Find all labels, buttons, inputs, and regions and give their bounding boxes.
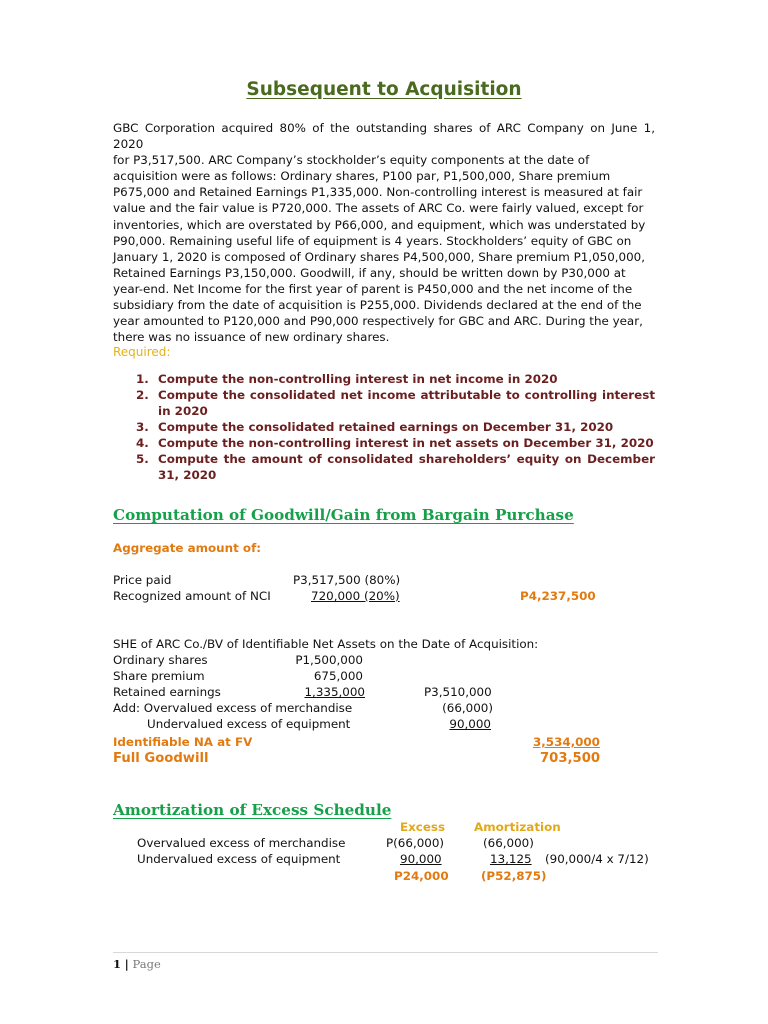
undervalued-equipment-label: Undervalued excess of equipment — [147, 717, 351, 731]
footer-divider — [113, 952, 658, 953]
aggregate-label: Aggregate amount of: — [113, 541, 262, 555]
page-label: Page — [132, 957, 161, 971]
nci-value: 720,000 (20%) — [311, 589, 400, 603]
required-item-text: Compute the non-controlling interest in net income in 2020 — [158, 372, 558, 386]
required-item-number: 4. — [136, 436, 149, 450]
required-item-number: 5. — [136, 452, 149, 466]
amort-row-merchandise-label: Overvalued excess of merchandise — [137, 836, 346, 850]
amort-row-equipment-amortization: 13,125 — [490, 852, 532, 866]
page-title: Subsequent to Acquisition — [246, 79, 522, 100]
amort-row-equipment-label: Undervalued excess of equipment — [137, 852, 341, 866]
price-paid-label: Price paid — [113, 573, 172, 587]
paragraph-line: acquisition were as follows: Ordinary shares, P100 par, P1,500,000, Share premium — [113, 169, 611, 184]
required-item — [136, 387, 655, 419]
goodwill-heading: Computation of Goodwill/Gain from Bargain Purchase — [113, 506, 574, 524]
full-goodwill-label: Full Goodwill — [113, 751, 209, 766]
required-item-number: 2. — [136, 388, 149, 402]
retained-earnings-label: Retained earnings — [113, 685, 221, 699]
aggregate-total: P4,237,500 — [520, 589, 596, 603]
paragraph-line: Retained Earnings P3,150,000. Goodwill, if any, should be written down by P30,000 at — [113, 265, 626, 280]
required-label: Required: — [113, 345, 171, 359]
paragraph-line: value and the fair value is P720,000. The assets of ARC Co. were fairly valued, except for — [113, 201, 644, 216]
bv-total: P3,510,000 — [424, 685, 492, 699]
page-footer — [113, 957, 161, 971]
amortization-heading: Amortization of Excess Schedule — [113, 801, 392, 819]
overvalued-merchandise-label: Add: Overvalued excess of merchandise — [113, 701, 353, 715]
required-item-text: Compute the consolidated retained earnings on December 31, 2020 — [158, 420, 614, 434]
paragraph-line: for P3,517,500. ARC Company’s stockholder’s equity components at the date of — [113, 153, 590, 168]
she-heading: SHE of ARC Co./BV of Identifiable Net Assets on the Date of Acquisition: — [113, 637, 539, 651]
paragraph-line: year-end. Net Income for the first year of parent is P450,000 and the net income of the — [113, 281, 633, 296]
page-separator: | — [124, 957, 129, 971]
page-number: 1 — [113, 957, 122, 971]
identifiable-na-value: 3,534,000 — [533, 735, 600, 749]
nci-label: Recognized amount of NCI — [113, 589, 271, 603]
paragraph-line: P90,000. Remaining useful life of equipment is 4 years. Stockholders’ equity of GBC on — [113, 233, 632, 248]
amort-total-excess: P24,000 — [394, 869, 449, 883]
required-item-text: Compute the amount of consolidated shareholders’ equity on December 31, 2020 — [158, 452, 655, 482]
required-item-text: Compute the consolidated net income attributable to controlling interest in 2020 — [158, 388, 655, 418]
amort-row-equipment-note: (90,000/4 x 7/12) — [545, 852, 649, 866]
required-item — [136, 419, 655, 435]
retained-earnings-value: 1,335,000 — [304, 685, 365, 699]
required-item — [136, 371, 655, 387]
problem-paragraph — [113, 120, 655, 345]
amort-total-amortization: (P52,875) — [481, 869, 547, 883]
col-excess-header: Excess — [400, 820, 446, 834]
full-goodwill-value: 703,500 — [540, 751, 601, 766]
required-item-number: 1. — [136, 372, 149, 386]
paragraph-line: year amounted to P120,000 and P90,000 respectively for GBC and ARC. During the year, — [113, 314, 643, 329]
overvalued-merchandise-value: (66,000) — [442, 701, 493, 715]
amort-row-merchandise-excess: P(66,000) — [386, 836, 445, 850]
paragraph-line: inventories, which are overstated by P66,000, and equipment, which was understated by — [113, 217, 646, 232]
price-paid-value: P3,517,500 (80%) — [293, 573, 401, 587]
required-item-number: 3. — [136, 420, 149, 434]
identifiable-na-label: Identifiable NA at FV — [113, 735, 253, 749]
paragraph-line: P675,000 and Retained Earnings P1,335,000. Non-controlling interest is measured at fair — [113, 185, 643, 200]
required-item-text: Compute the non-controlling interest in net assets on December 31, 2020 — [158, 436, 654, 450]
ordinary-shares-label: Ordinary shares — [113, 653, 208, 667]
undervalued-equipment-value: 90,000 — [449, 717, 491, 731]
ordinary-shares-value: P1,500,000 — [295, 653, 363, 667]
required-item — [136, 451, 655, 483]
required-list — [136, 371, 655, 483]
amort-row-equipment-excess: 90,000 — [400, 852, 442, 866]
amort-row-merchandise-amortization: (66,000) — [483, 836, 534, 850]
paragraph-line: there was no issuance of new ordinary shares. — [113, 330, 390, 345]
required-item — [136, 435, 655, 451]
paragraph-line: GBC Corporation acquired 80% of the outstanding shares of ARC Company on June 1, 2020 — [113, 121, 655, 152]
share-premium-value: 675,000 — [313, 669, 363, 683]
share-premium-label: Share premium — [113, 669, 205, 683]
paragraph-line: subsidiary from the date of acquisition is P255,000. Dividends declared at the end of the — [113, 298, 642, 313]
paragraph-line: January 1, 2020 is composed of Ordinary shares P4,500,000, Share premium P1,050,000, — [113, 249, 646, 264]
col-amortization-header: Amortization — [474, 820, 561, 834]
